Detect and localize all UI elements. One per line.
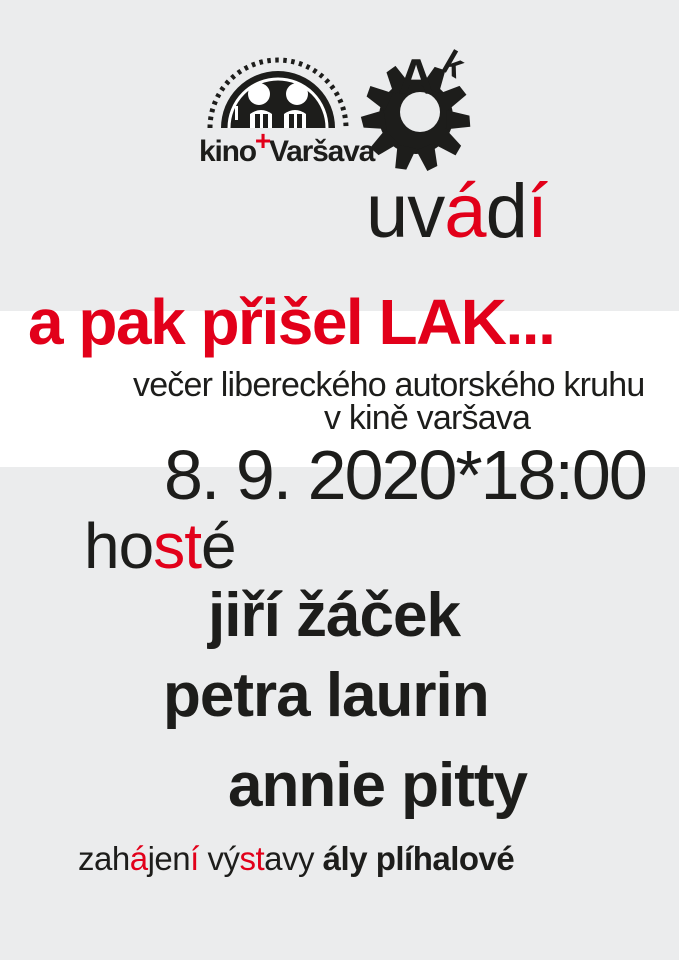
kino-varsava-wordmark: [199, 125, 375, 168]
uvadi-seg-4: í: [526, 169, 547, 254]
cinema-arch-facade-icon: [198, 50, 358, 132]
uvadi-text: [366, 169, 547, 254]
footer-seg-5: vý: [198, 840, 240, 877]
event-datetime: 8. 9. 2020*18:00: [164, 436, 646, 514]
gear-letter-k: k: [435, 43, 472, 86]
gear-letter-a: A: [397, 49, 435, 105]
uvadi-seg-1: uv: [366, 169, 445, 254]
footer-seg-4: í: [190, 840, 199, 877]
footer-seg-2: á: [129, 840, 148, 877]
uvadi-seg-2: á: [444, 169, 486, 254]
plus-mark: +: [254, 125, 271, 156]
uvadi-seg-3: d: [485, 169, 527, 254]
gear-icon: [358, 42, 478, 174]
hoste-heading: [84, 510, 236, 582]
guest-name: jiří žáček: [208, 581, 460, 650]
footer-seg-6: st: [239, 840, 265, 877]
footer-seg-7: avy: [264, 840, 323, 877]
varsava-text: Varšava: [269, 135, 375, 168]
hoste-seg-2: st: [153, 510, 201, 582]
subtitle-line-2: v kině varšava: [324, 399, 531, 437]
kino-text: kino: [199, 135, 256, 168]
footer-seg-1: zah: [78, 840, 130, 877]
footer-seg-3: jen: [147, 840, 191, 877]
guest-name: petra laurin: [163, 661, 489, 730]
footer-artist-name: ály plíhalové: [322, 840, 515, 877]
hoste-seg-1: ho: [84, 510, 154, 582]
subtitle-line-1: večer libereckého autorského kruhu: [133, 366, 645, 404]
guest-name: annie pitty: [228, 751, 528, 820]
exhibition-note: [78, 842, 514, 875]
poster-title: a pak přišel LAK...: [28, 286, 555, 358]
hoste-seg-3: é: [200, 510, 236, 582]
